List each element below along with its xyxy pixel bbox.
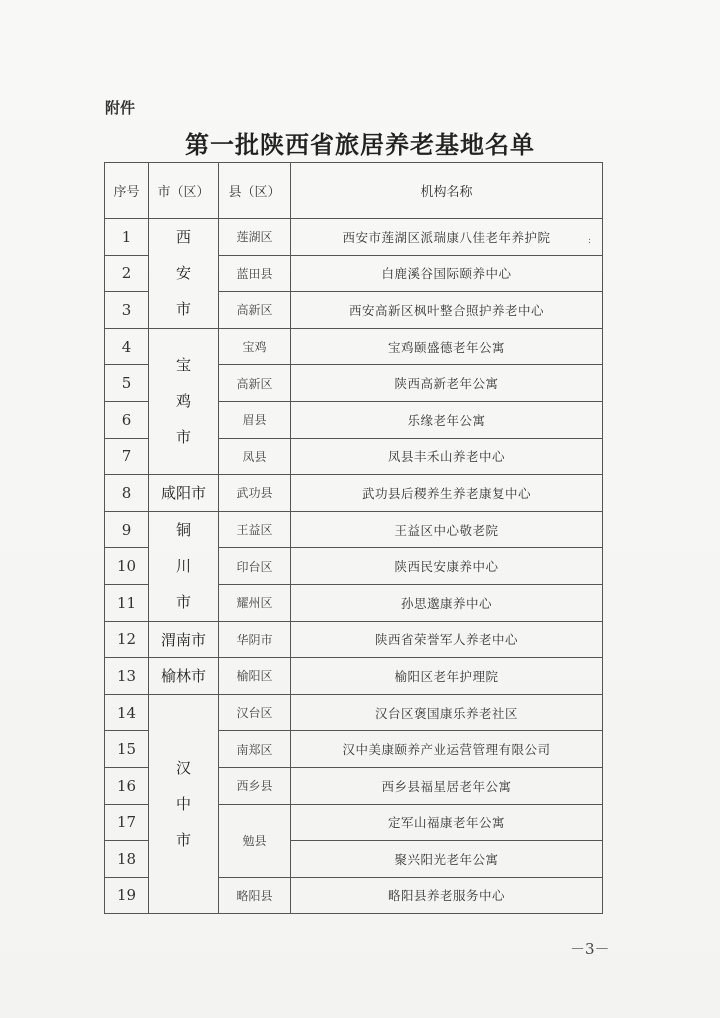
- table-row: [105, 694, 603, 731]
- county-cell: 高新区: [219, 365, 291, 402]
- institution-name: 定军山福康老年公寓: [291, 804, 603, 841]
- header-institution: 机构名称: [291, 163, 603, 219]
- city-name-segment: 铜: [175, 521, 191, 540]
- table-row: [105, 658, 603, 695]
- row-index: 7: [105, 438, 149, 475]
- city-name-segment: 中: [175, 795, 191, 813]
- row-index: 13: [105, 658, 149, 695]
- header-index: 序号: [105, 163, 149, 219]
- city-name-segment: 西: [175, 228, 191, 247]
- row-index: 8: [105, 475, 149, 512]
- row-index: 16: [105, 767, 149, 804]
- city-name-segment: 市: [175, 831, 191, 849]
- city-cell: [149, 658, 219, 695]
- institution-name: 孙思邈康养中心: [291, 584, 603, 621]
- city-cell: [149, 475, 219, 512]
- institution-name: 西安高新区枫叶整合照护养老中心: [291, 292, 603, 329]
- institution-name: 乐缘老年公寓: [291, 401, 603, 438]
- institution-name: 西安市莲湖区派瑞康八佳老年养护院: [291, 219, 603, 256]
- row-index: 9: [105, 511, 149, 548]
- row-index: 17: [105, 804, 149, 841]
- county-cell: 榆阳区: [219, 658, 291, 695]
- county-cell: 凤县: [219, 438, 291, 475]
- city-name-segment: 川: [175, 557, 191, 576]
- institution-name: 陕西省荣誉军人养老中心: [291, 621, 603, 658]
- table-row: [105, 621, 603, 658]
- county-cell: 蓝田县: [219, 255, 291, 292]
- row-index: 19: [105, 877, 149, 914]
- row-index: 2: [105, 255, 149, 292]
- county-cell: 勉县: [219, 804, 291, 877]
- city-cell: [149, 328, 219, 474]
- row-index: 10: [105, 548, 149, 585]
- county-cell: 略阳县: [219, 877, 291, 914]
- base-roster-table: [104, 162, 603, 914]
- city-name-segment: 安: [175, 264, 191, 283]
- county-cell: 南郑区: [219, 731, 291, 768]
- table-row: [105, 511, 603, 548]
- county-cell: 王益区: [219, 511, 291, 548]
- row-index: 11: [105, 584, 149, 621]
- city-cell: [149, 219, 219, 329]
- row-index: 1: [105, 219, 149, 256]
- county-cell: 印台区: [219, 548, 291, 585]
- city-name-segment: 咸阳市: [160, 484, 206, 503]
- row-index: 6: [105, 401, 149, 438]
- city-name-segment: 宝: [175, 356, 191, 375]
- header-city: 市（区）: [149, 163, 219, 219]
- institution-name: 宝鸡颐盛德老年公寓: [291, 328, 603, 365]
- table-row: [105, 475, 603, 512]
- row-index: 3: [105, 292, 149, 329]
- county-cell: 华阴市: [219, 621, 291, 658]
- city-name-segment: 渭南市: [160, 630, 206, 649]
- county-cell: 莲湖区: [219, 219, 291, 256]
- document-title: 第一批陕西省旅居养老基地名单: [185, 130, 535, 159]
- county-cell: 西乡县: [219, 767, 291, 804]
- city-name-segment: 市: [175, 300, 191, 319]
- institution-name: 略阳县养老服务中心: [291, 877, 603, 914]
- institution-name: 陕西民安康养中心: [291, 548, 603, 585]
- county-cell: 宝鸡: [219, 328, 291, 365]
- page-number: －3－: [570, 940, 610, 958]
- county-cell: 汉台区: [219, 694, 291, 731]
- institution-name: 榆阳区老年护理院: [291, 658, 603, 695]
- row-index: 4: [105, 328, 149, 365]
- institution-name: 凤县丰禾山养老中心: [291, 438, 603, 475]
- row-index: 15: [105, 731, 149, 768]
- city-cell: [149, 621, 219, 658]
- city-name-segment: 市: [175, 593, 191, 612]
- row-index: 18: [105, 841, 149, 878]
- county-cell: 武功县: [219, 475, 291, 512]
- table-row: [105, 219, 603, 256]
- table-row: [105, 328, 603, 365]
- attachment-label: 附件: [105, 99, 136, 117]
- city-name-segment: 鸡: [175, 392, 191, 411]
- institution-name: 聚兴阳光老年公寓: [291, 841, 603, 878]
- institution-name: 汉中美康颐养产业运营管理有限公司: [291, 731, 603, 768]
- institution-name: 武功县后稷养生养老康复中心: [291, 475, 603, 512]
- header-county: 县（区）: [219, 163, 291, 219]
- institution-name: 陕西高新老年公寓: [291, 365, 603, 402]
- city-name-segment: 榆林市: [160, 667, 206, 686]
- county-cell: 高新区: [219, 292, 291, 329]
- city-name-segment: 市: [175, 428, 191, 447]
- city-name-segment: 汉: [175, 759, 191, 777]
- county-cell: 耀州区: [219, 584, 291, 621]
- institution-name: 白鹿溪谷国际颐养中心: [291, 255, 603, 292]
- row-index: 14: [105, 694, 149, 731]
- city-cell: [149, 694, 219, 914]
- institution-name: 王益区中心敬老院: [291, 511, 603, 548]
- scan-speck: :: [588, 236, 592, 246]
- row-index: 12: [105, 621, 149, 658]
- county-cell: 眉县: [219, 401, 291, 438]
- institution-name: 汉台区褒国康乐养老社区: [291, 694, 603, 731]
- row-index: 5: [105, 365, 149, 402]
- city-cell: [149, 511, 219, 621]
- institution-name: 西乡县福星居老年公寓: [291, 767, 603, 804]
- table-body: [105, 219, 603, 914]
- table-header-row: [105, 163, 603, 219]
